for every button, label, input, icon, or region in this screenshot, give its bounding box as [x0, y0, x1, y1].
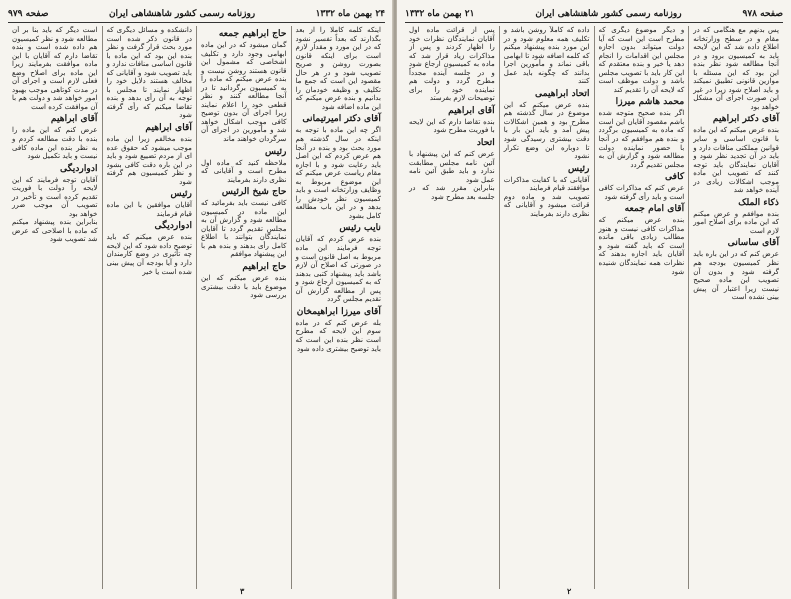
paragraph: کافی نیست باید بفرمائید که این ماده در کمیسیون مطالعه شود و گزارش آن به مجلس تقدیم گردد تا آقایان نمایندگان بتوانند با اطلاع کامل رأی بدهند و بنده هم با این پیشنهاد موافقم: [201, 198, 287, 259]
speaker-heading: حاج ابراهیم: [242, 261, 287, 273]
speaker-heading: حاج شیخ الرئیس: [221, 186, 287, 198]
left-col-2: [196, 26, 291, 589]
left-col-4: [8, 26, 102, 589]
speaker-heading: آقای دکتر امیرتیمانی: [302, 113, 381, 125]
right-page: [397, 0, 791, 599]
left-header-page: صفحه ۹۷۹: [8, 9, 49, 19]
paragraph: بنده عرض میکنم که این موضوع در سال گذشته هم مطرح بود و همین اشکالات پیش آمد و باید این بار با دقت بیشتری رسیدگی شود تا دوباره این وضع تکرار نشود: [503, 99, 590, 161]
paragraph: ملاحظه کنید که ماده اول مطرح است و آقایانی که نظری دارند بفرمایند: [201, 157, 287, 184]
paragraph: بنده عرض میکنم که این موضوع باید با دقت بیشتری بررسی شود: [201, 273, 287, 300]
speaker-heading: آقای ساسانی: [727, 237, 779, 249]
paragraph: بنابراین بنده پیشنهاد میکنم که ماده با اصلاحی که عرض شد تصویب شود: [12, 217, 98, 244]
speaker-heading: رئیس: [568, 162, 590, 174]
speaker-heading: آقای دکتر ابراهیم: [712, 113, 779, 125]
paragraph: پس بدنهم مع هنگامی که در مقام و در سطح وزارتخانه اطلاع داده شد که این لایحه باید به کمیسیون برود و در آنجا مطالعه شود نظر بنده این بود که این مسئله با موازین قانونی تطبیق نمیکند و باید اصلاح شود زیرا در غیر این صورت اجرای آن مشکل خواهد بود: [693, 26, 779, 111]
speaker-heading: ادواردیگی: [60, 162, 98, 174]
speaker-heading: ذکاء الملک: [738, 196, 779, 208]
left-page-number: ۳: [240, 586, 245, 596]
paragraph: بنده عرض میکنم که این ماده با قانون اساسی و سایر قوانین مملکتی منافات دارد و باید در آن تجدید نظر شود و آقایان نمایندگان باید توجه کنند که تصویب این ماده موجب اشکالات زیادی در آینده خواهد شد: [693, 125, 779, 195]
left-header-title: روزنامه رسمی کشور شاهنشاهی ایران: [108, 9, 256, 19]
paragraph: عرض کنم که این پیشنهاد با آئین نامه مجلس مطابقت ندارد و باید طبق آئین نامه عمل شود: [409, 149, 495, 184]
paragraph: آقایانی که با کفایت مذاکرات موافقند قیام فرمایند: [503, 174, 590, 193]
paragraph: اگر چه این ماده با توجه به اینکه در سال گذشته هم مورد بحث بود و بنده در آنجا هم عرض کردم که این اصل باید رعایت شود و با اجازه مقام ریاست عرض میکنم که این موضوع مربوط به وظایف وزارتخانه است و باید کمیسیون نظر خودش را بدهد و در این باب مطالعه کامل بشود: [295, 125, 381, 220]
paragraph: عرض کنم که در این باره باید نظر کمیسیون بودجه هم گرفته شود و بدون آن تصویب این ماده صحیح نیست زیرا اعتبار آن پیش بینی نشده است: [693, 249, 779, 302]
paragraph: بنده عرض میکنم که باید توضیح داده شود که این لایحه چه تأثیری در وضع کارمندان دارد و آیا بودجه آن پیش بینی شده است یا خیر: [106, 232, 192, 276]
paragraph: اینکه کلمه کاملا را از بعد بگذارند که بعداً تفسیر نشود که در این مورد و مقدار لازم است برای اینکه قانون بصورت روشن و صریح تصویب شود و در هر حال مقصود این است که جمع ما تکلیف و وظیفه خودمان را بدانیم و بنده عرض میکنم که این ماده اضافه شود: [295, 26, 381, 111]
left-page-columns: [8, 26, 385, 589]
paragraph: آقایان موافقین با این ماده قیام فرمایند: [106, 200, 192, 218]
speaker-heading: کافی: [665, 171, 685, 183]
right-col-3: [499, 26, 594, 589]
speaker-heading: آقای ابراهیم: [50, 113, 98, 125]
paragraph: دانشکده و مسائل دیگری که در قانون ذکر شده است مورد بحث قرار گرفت و نظر بنده این بود که این ماده با قانون اساسی منافات ندارد و باید تصویب شود و آقایانی که مخالف هستند دلایل خود را اظهار نمایند تا مجلس با توجه به آن رأی بدهد و بنده تقاضا میکنم که رأی گرفته شود: [106, 26, 192, 120]
paragraph: بنده عرض میکنم که مذاکرات کافی نیست و هنوز مطالب زیادی باقی مانده است که باید گفته شود و آقایان باید اجازه بدهند که نظرات همه نمایندگان شنیده شود: [598, 215, 685, 276]
speaker-heading: ادواردیگی: [154, 220, 192, 232]
right-page-number: ۲: [567, 586, 572, 596]
speaker-heading: آقای ابراهیم: [448, 104, 495, 116]
right-page-header: [405, 6, 783, 23]
right-header-page: صفحه ۹۷۸: [742, 9, 783, 19]
paragraph: بنابراین مقرر شد که در جلسه بعد مطرح شود: [409, 183, 495, 201]
paragraph: است دیگر که باید بنا بر آن مطالعه شود و نظر کمیسیون هم داده شده است و بنده تقاضا دارم که آقایان با این ماده موافقت بفرمایند زیرا این ماده برای اصلاح وضع فعلی لازم است و اجرای آن در مدت کوتاهی موجب بهبود امور خواهد شد و دولت هم با آن موافقت کرده است: [12, 26, 98, 111]
paragraph: بنده عرض کردم که آقایان توجه فرمایند این ماده مربوط به اصل قانون است و در صورتی که اصلاح آن لازم باشد باید پیشنهاد کتبی بدهند که به کمیسیون ارجاع شود و پس از مطالعه گزارش آن تقدیم مجلس گردد: [295, 234, 381, 304]
paragraph: بله عرض کنم که در ماده سوم این لایحه که مطرح است نظر بنده این است که باید توضیح بیشتری داده شود: [295, 317, 381, 353]
paragraph: عرض کنم که این ماده را بنده با دقت مطالعه کردم و به نظر بنده این ماده کافی نیست و باید تکمیل شود: [12, 125, 98, 161]
speaker-heading: رئیس: [265, 145, 287, 157]
speaker-heading: آقای ابراهیم: [145, 122, 192, 134]
left-page: [0, 0, 393, 599]
left-col-1: [291, 26, 386, 589]
speaker-heading: رئیس: [170, 188, 192, 200]
speaker-heading: محمد هاشم میرزا: [615, 96, 685, 108]
paragraph: عرض کنم که مذاکرات کافی است و باید رأی گرفته شود: [598, 183, 685, 201]
speaker-heading: نایب رئیس: [339, 222, 381, 234]
speaker-heading: آقای امام جمعه: [624, 203, 685, 215]
paragraph: داده که کاملاً روشن باشد و تکلیف همه معلوم شود و در این مورد بنده پیشنهاد میکنم که کلمه اضافه شود تا ابهامی باقی نماند و مأمورین اجرا بدانند که چگونه باید عمل کنند: [503, 26, 590, 86]
paragraph: اگر بنده صحیح متوجه شده باشم مقصود آقایان این است که ماده به کمیسیون برگردد و بنده هم موافقم که در آنجا با حضور نماینده دولت مطالعه شود و گزارش آن به مجلس تقدیم گردد: [598, 108, 685, 169]
left-col-3: [102, 26, 197, 589]
paragraph: گمان میشود که در این ماده ابهامی وجود دارد و تکلیف اشخاصی که مشمول این قانون هستند روشن نیست و بنده عرض میکنم که ماده را به کمیسیون برگردانید تا در آنجا مطالعه کنند و نظر قطعی خود را اعلام نمایند زیرا اجرای آن بدون توضیح کافی موجب اشکال خواهد شد و مأمورین در اجرای آن سرگردان خواهند ماند: [201, 40, 287, 144]
speaker-heading: اتحاد: [476, 137, 495, 149]
paragraph: بنده مخالفم زیرا این ماده موجب میشود که حقوق عده ای از مردم تضییع شود و باید در این باره دقت کافی بشود و نظر کمیسیون هم گرفته شود: [106, 134, 192, 186]
right-header-date: ۲۱ بهمن ماه ۱۳۳۲: [405, 9, 475, 19]
paragraph: پس از قرائت ماده اول آقایان نمایندگان نظرات خود را اظهار کردند و پس از مذاکرات زیاد قرار شد که ماده به کمیسیون ارجاع شود و در جلسه آینده مجدداً مطرح گردد و دولت هم نماینده خود را برای توضیحات لازم بفرستد: [409, 26, 495, 103]
left-header-date: ۲۴ بهمن ماه ۱۳۳۲: [315, 9, 385, 19]
right-col-1: [688, 26, 783, 589]
paragraph: آقایان توجه فرمایند که این لایحه را دولت با فوریت تقدیم کرده است و تأخیر در تصویب آن موجب ضرر خواهد بود: [12, 174, 98, 218]
paragraph: و دیگر موضوع دیگری که مطرح است این است که آیا دولت میتواند بدون اجازه مجلس این اقدامات را انجام دهد یا خیر و بنده معتقدم که این کار باید با تصویب مجلس باشد و دولت موظف است که لایحه آن را تقدیم کند: [598, 26, 685, 94]
speaker-heading: آقای میرزا ابراهیمخان: [296, 305, 381, 317]
paragraph: بنده تقاضا دارم که این لایحه با فوریت مطرح شود: [409, 116, 495, 135]
speaker-heading: حاج ابراهیم جمعه: [218, 28, 287, 39]
paragraph: بنده موافقم و عرض میکنم که این ماده برای اصلاح امور لازم است: [693, 208, 779, 235]
speaker-heading: اتحاد ابراهیمی: [535, 87, 590, 99]
right-col-2: [594, 26, 689, 589]
right-page-columns: [405, 26, 783, 589]
left-page-header: [8, 6, 385, 23]
right-header-title: روزنامه رسمی کشور شاهنشاهی ایران: [535, 9, 682, 19]
right-col-4: [405, 26, 499, 589]
paragraph: تصویب شد و ماده دوم قرائت میشود و آقایانی که نظری دارند بفرمایند: [503, 191, 590, 218]
